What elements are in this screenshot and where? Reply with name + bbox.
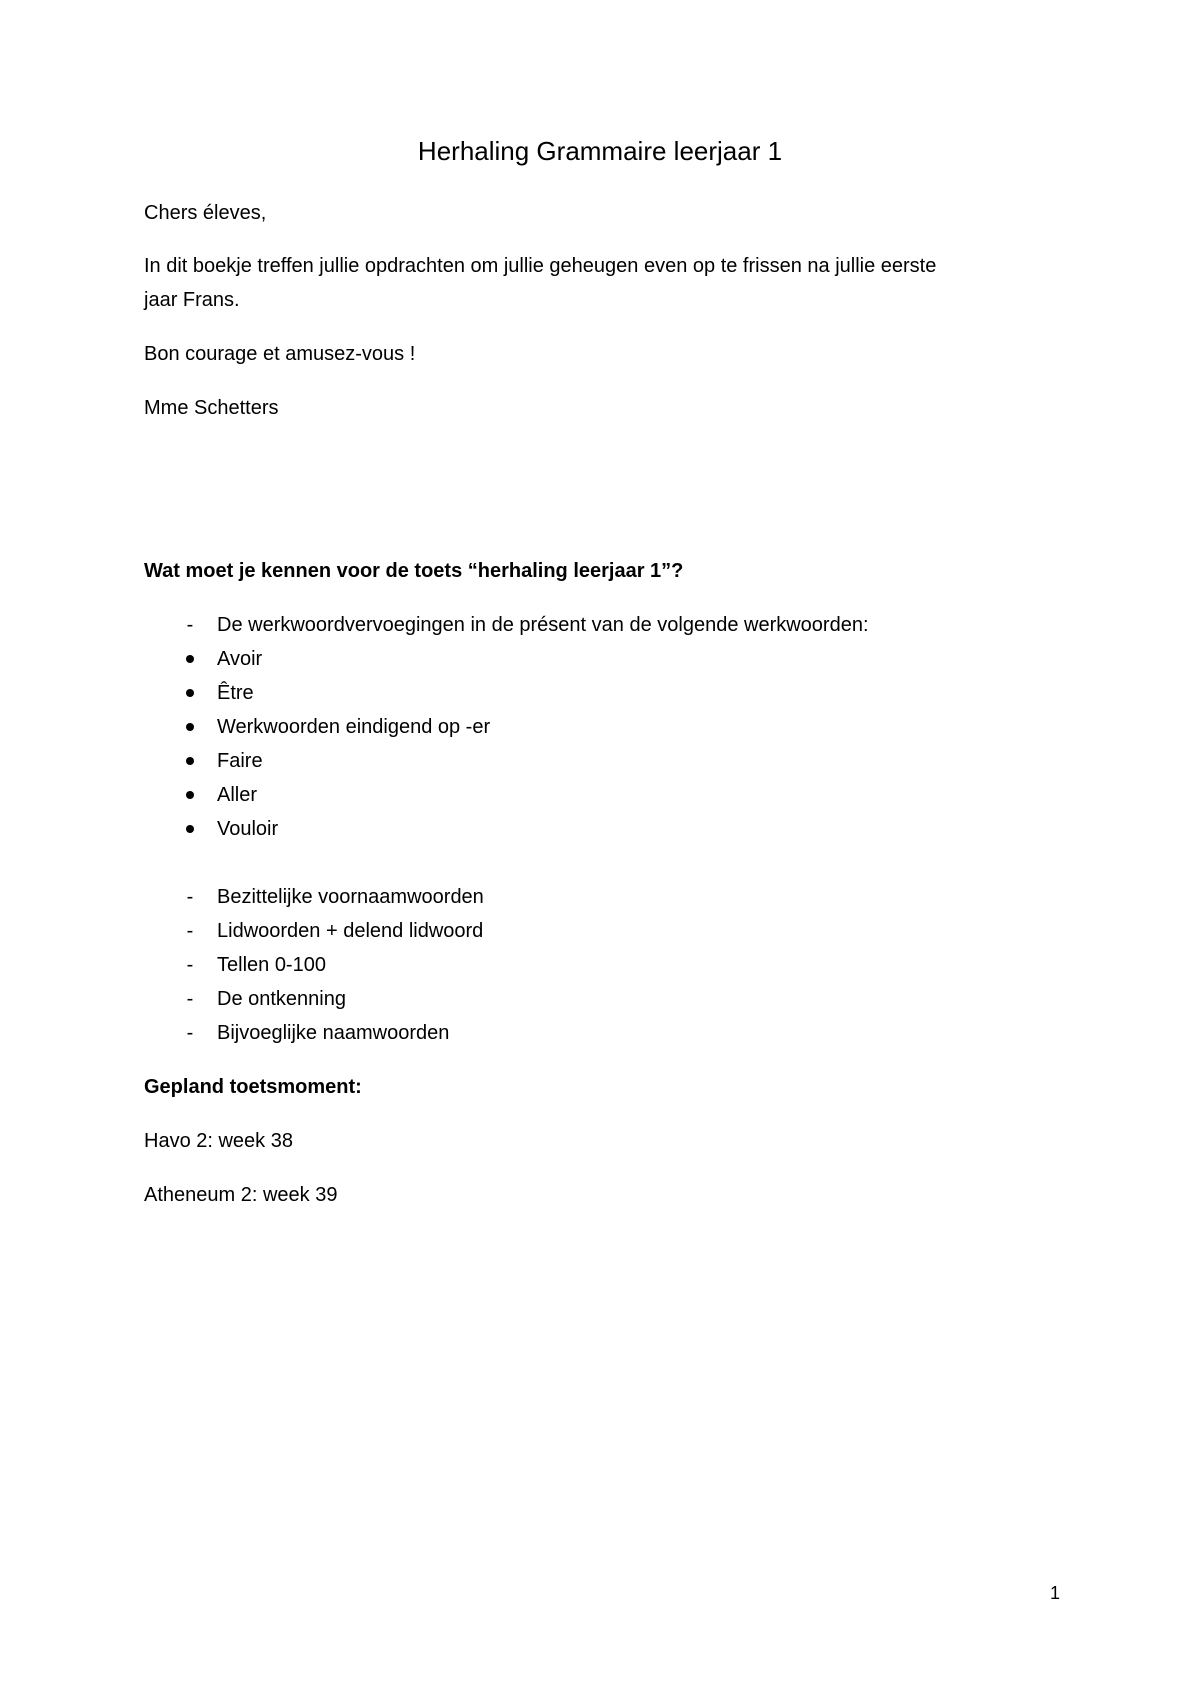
bullet-icon	[186, 689, 194, 697]
intro-line-2: jaar Frans.	[144, 289, 240, 311]
bullet-icon	[186, 791, 194, 799]
list-item	[144, 982, 1044, 1016]
page-number: 1	[1049, 1583, 1060, 1603]
list-item-text: Werkwoorden eindigend op -er	[217, 716, 491, 738]
dash-marker: -	[186, 920, 194, 942]
list-item	[144, 948, 1044, 982]
dash-marker: -	[186, 988, 194, 1010]
atheneum-schedule: Atheneum 2: week 39	[144, 1184, 338, 1206]
list-item-text: Être	[217, 682, 254, 704]
bullet-icon	[186, 825, 194, 833]
havo-schedule: Havo 2: week 38	[144, 1130, 293, 1152]
list-item	[144, 744, 1044, 778]
signature: Mme Schetters	[144, 397, 279, 419]
list-item	[144, 812, 1044, 846]
bullet-icon	[186, 757, 194, 765]
list-item	[144, 676, 1044, 710]
list-item-text: Aller	[217, 784, 258, 806]
list-item	[144, 642, 1044, 676]
list-item	[144, 710, 1044, 744]
list-item-text: Bijvoeglijke naamwoorden	[217, 1022, 450, 1044]
list-item	[144, 608, 1044, 642]
bullet-icon	[186, 655, 194, 663]
dash-marker: -	[186, 1022, 194, 1044]
planned-heading: Gepland toetsmoment:	[144, 1076, 362, 1098]
list-item-text: De werkwoordvervoegingen in de présent van de volgende werkwoorden:	[217, 614, 869, 636]
list-item-text: Bezittelijke voornaamwoorden	[217, 886, 484, 908]
list-item-text: Avoir	[217, 648, 263, 670]
list-item	[144, 1016, 1044, 1050]
greeting: Chers éleves,	[144, 202, 267, 224]
document-title: Herhaling Grammaire leerjaar 1	[417, 136, 783, 166]
list-item-text: Vouloir	[217, 818, 279, 840]
dash-marker: -	[186, 614, 194, 636]
dash-marker: -	[186, 886, 194, 908]
encouragement: Bon courage et amusez-vous !	[144, 343, 416, 365]
dash-marker: -	[186, 954, 194, 976]
list-item	[144, 914, 1044, 948]
intro-line-1: In dit boekje treffen jullie opdrachten om jullie geheugen even op te frissen na jullie eerste	[144, 255, 937, 277]
bullet-icon	[186, 723, 194, 731]
list-item-text: Tellen 0-100	[217, 954, 326, 976]
section-heading: Wat moet je kennen voor de toets “herhaling leerjaar 1”?	[144, 560, 684, 582]
list-item-text: De ontkenning	[217, 988, 346, 1010]
list-item	[144, 778, 1044, 812]
list-item-text: Faire	[217, 750, 263, 772]
list-item	[144, 880, 1044, 914]
list-item-text: Lidwoorden + delend lidwoord	[217, 920, 484, 942]
